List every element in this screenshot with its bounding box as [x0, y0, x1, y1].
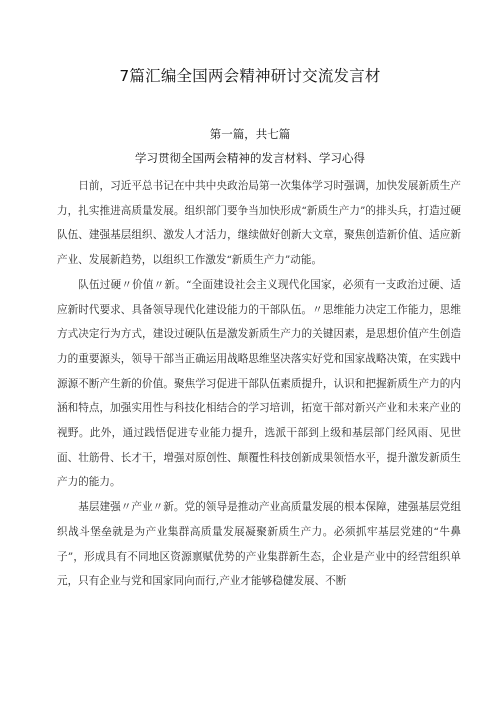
paragraph: 队伍过硬〃价值〃新。“全面建设社会主义现代化国家，必须有一支政治过硬、适应新时代要求、具备领导现代化建设能力的干部队伍。〃思维能力决定工作能力，思维方式决定行为方式，建设过硬队伍是激发新质生产力的关键因素，是思想价值产生创造力的重要源头，领导干部当正确运用战略思维坚决落实好党和国家战略决策，在实践中源源不断产生新的价值。聚焦学习促进干部队伍素质提升，认识和把握新质生产力的内涵和特点，加强实用性与科技化相结合的学习培训，拓宽干部对新兴产业和未来产业的视野。此外，通过践悟促进专业能力提升，选派干部到上级和基层部门经风雨、见世面、壮筋骨、长才干，增强对原创性、颠覆性科技创新成果领悟水平，提升激发新质生产力的能力。: [57, 278, 461, 489]
section-title: 学习贯彻全国两会精神的发言材料、学习心得: [135, 151, 365, 165]
document-title: 7篇汇编全国两会精神研讨交流发言材: [119, 67, 381, 85]
paragraph: 日前，习近平总书记在中共中央政治局第一次集体学习时强调，加快发展新质生产力，扎实推进高质量发展。组织部门要争当加快形成“新质生产力”的排头兵，打造过硬队伍、建强基层组织、激发人才活力，继续做好创新大文章，聚焦创造新价值、适应新产业、发展新趋势，以组织工作激发“新质生产力”动能。: [57, 180, 461, 267]
section-number: 第一篇，共七篇: [209, 127, 291, 141]
document-body: [57, 174, 461, 594]
paragraph: 基层建强〃产业〃新。党的领导是推动产业高质量发展的根本保障，建强基层党组织战斗堡垒就是为产业集群高质量发展凝聚新质生产力。必须抓牢基层党建的“牛鼻子”，形成具有不同地区资源禀赋优势的产业集群新生态，企业是产业中的经营组织单元，只有企业与党和国家同向而行,产业才能够稳健发展、不断: [57, 501, 461, 588]
